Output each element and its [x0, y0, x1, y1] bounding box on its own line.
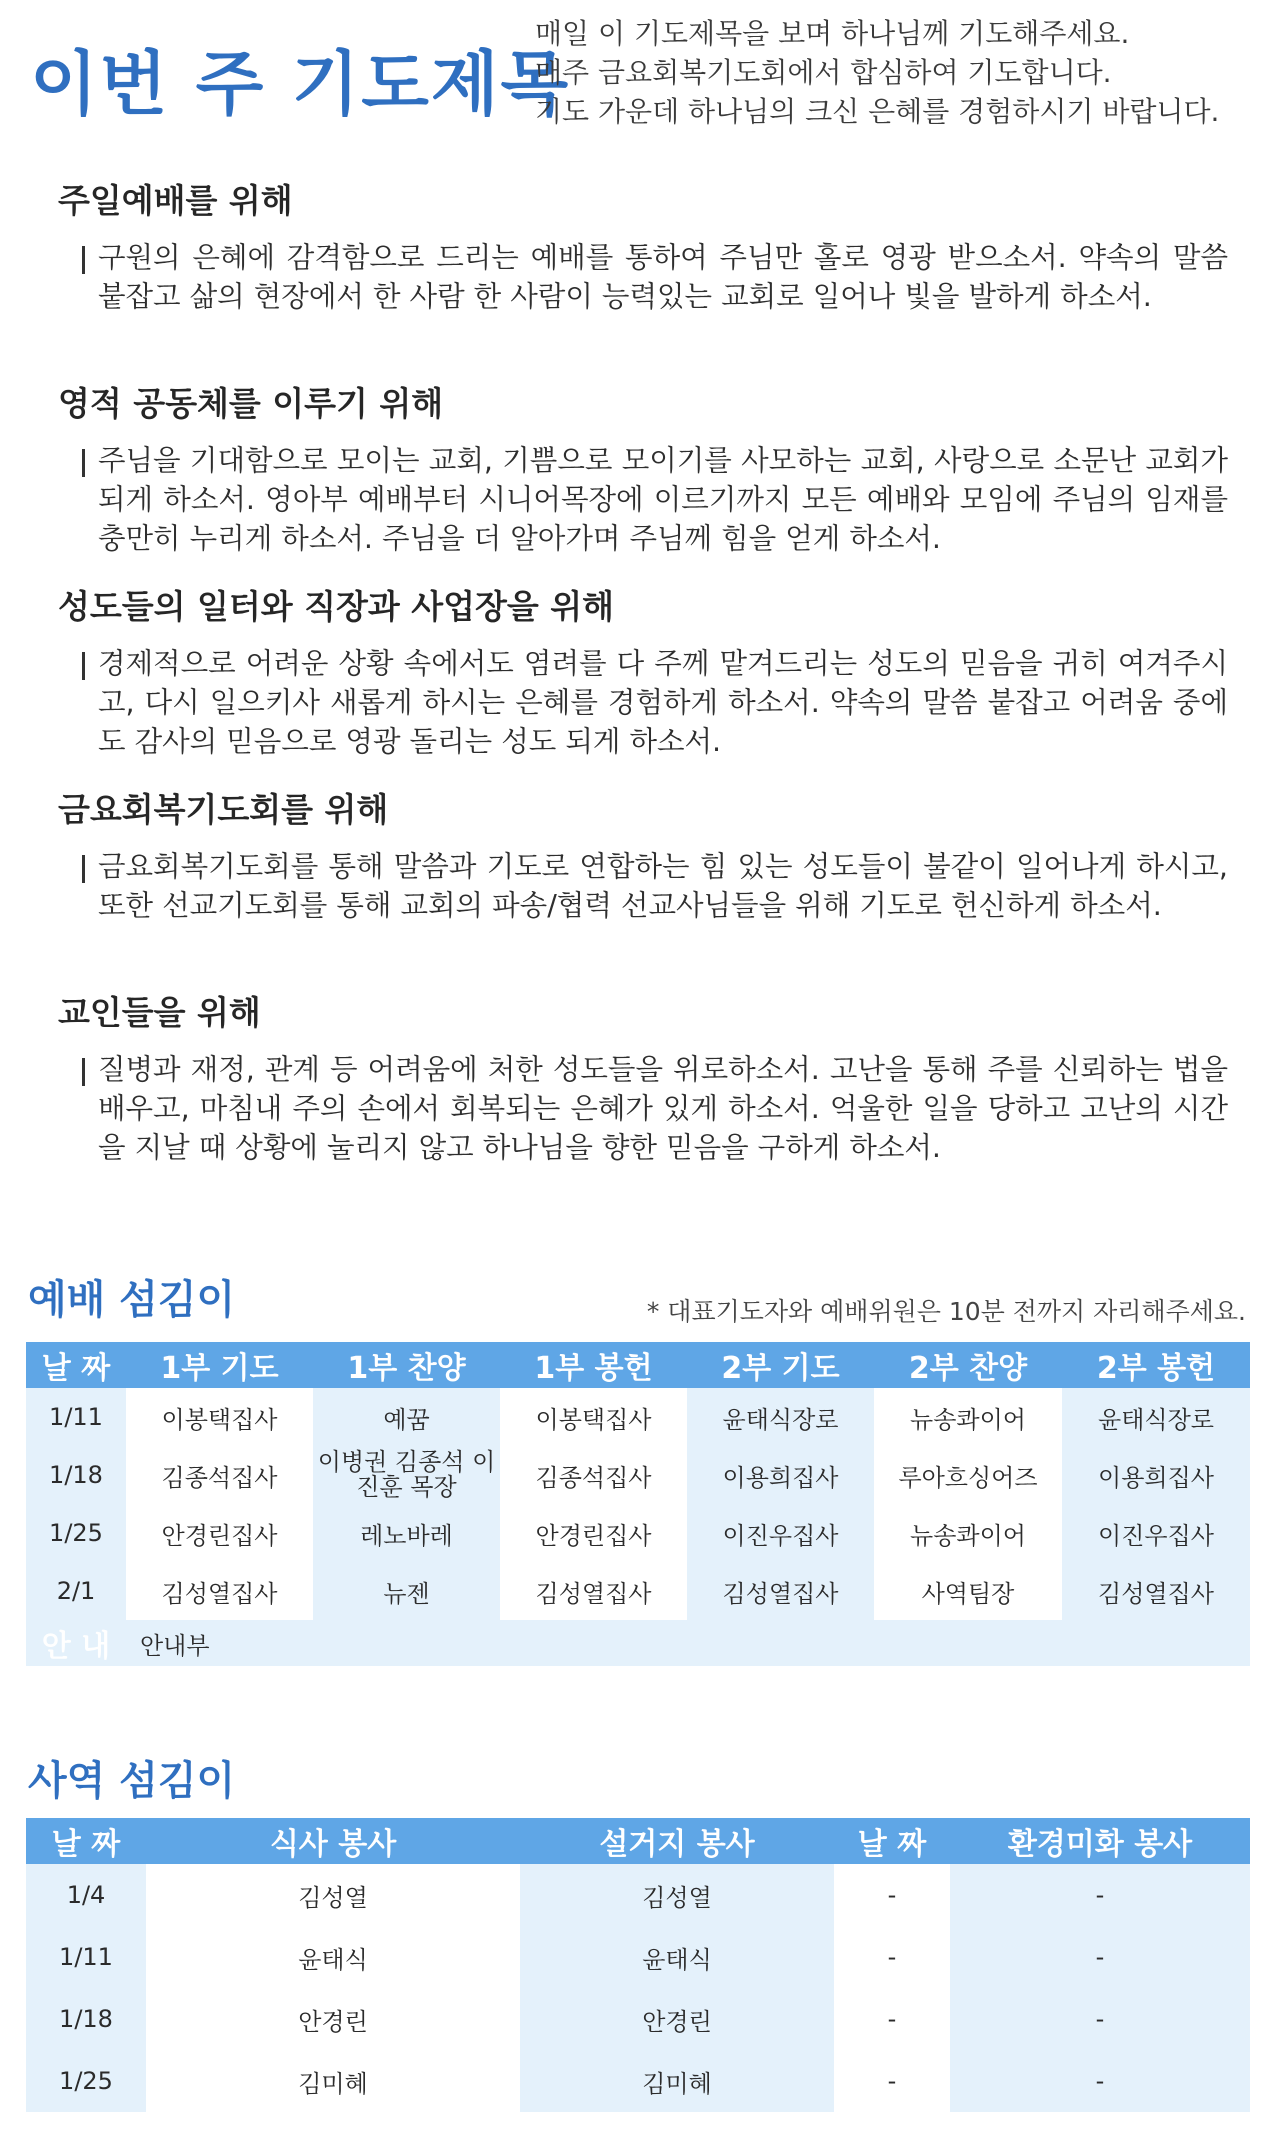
prayer-body: 경제적으로 어려운 상황 속에서도 염려를 다 주께 맡겨드리는 성도의 믿음을 귀히 여겨주시고, 다시 일으키사 새롭게 하시는 은혜를 경험하게 하소서. 약속의 말씀 붙잡고 어려움 중에도 감사의 믿음으로 영광 돌리는 성도 되게 하소서. — [58, 644, 1228, 761]
worship-table — [26, 1342, 1250, 1666]
table-cell: 레노바레 — [313, 1504, 500, 1562]
table-cell: 루아흐싱어즈 — [874, 1446, 1062, 1504]
prayer-body: 금요회복기도회를 통해 말씀과 기도로 연합하는 힘 있는 성도들이 불같이 일어나게 하시고, 또한 선교기도회를 통해 교회의 파송/협력 선교사님들을 위해 기도로 헌신하게 하소서. — [58, 847, 1228, 964]
table-cell: 이용희집사 — [687, 1446, 874, 1504]
prayer-item — [58, 787, 1228, 964]
intro-line: 매주 금요회복기도회에서 합심하여 기도합니다. — [535, 56, 1112, 89]
table-cell: 이봉택집사 — [126, 1388, 313, 1446]
table-cell: 이용희집사 — [1062, 1446, 1250, 1504]
table-cell: 1/18 — [26, 1446, 126, 1504]
prayer-item — [58, 381, 1228, 558]
table-header-row — [26, 1818, 1250, 1864]
prayer-body: 주님을 기대함으로 모이는 교회, 기쁨으로 모이기를 사모하는 교회, 사랑으로 소문난 교회가 되게 하소서. 영아부 예배부터 시니어목장에 이르기까지 모든 예배와 모임에 주님의 임재를 충만히 누리게 하소서. 주님을 더 알아가며 주님께 힘을 얻게 하소서. — [58, 441, 1228, 558]
intro-line: 매일 이 기도제목을 보며 하나님께 기도해주세요. — [535, 17, 1130, 50]
table-cell: 1/25 — [26, 1504, 126, 1562]
table-cell: - — [950, 1988, 1250, 2050]
ministry-table — [26, 1818, 1250, 2112]
column-header: 날 짜 — [834, 1818, 950, 1864]
table-cell: 안경린집사 — [126, 1504, 313, 1562]
table-cell: 윤태식장로 — [687, 1388, 874, 1446]
table-cell: 김종석집사 — [126, 1446, 313, 1504]
table-cell: 1/4 — [26, 1864, 146, 1926]
prayer-heading: 성도들의 일터와 직장과 사업장을 위해 — [58, 587, 615, 626]
table-cell: 김미혜 — [520, 2050, 834, 2112]
table-cell: 안경린 — [520, 1988, 834, 2050]
table-cell: 김성열집사 — [687, 1562, 874, 1620]
table-cell: 김종석집사 — [500, 1446, 687, 1504]
table-row — [26, 1446, 1250, 1504]
prayer-list — [58, 178, 1228, 1193]
table-cell: 이봉택집사 — [500, 1388, 687, 1446]
column-header: 식사 봉사 — [146, 1818, 520, 1864]
table-cell: - — [950, 1864, 1250, 1926]
page-header — [30, 14, 1250, 134]
table-row — [26, 1988, 1250, 2050]
prayer-body: 질병과 재정, 관계 등 어려움에 처한 성도들을 위로하소서. 고난을 통해 주를 신뢰하는 법을 배우고, 마침내 주의 손에서 회복되는 은혜가 있게 하소서. 억울한 일을 당하고 고난의 시간을 지날 때 상황에 눌리지 않고 하나님을 향한 믿음을 구하게 하소서. — [58, 1050, 1228, 1167]
worship-note: * 대표기도자와 예배위원은 10분 전까지 자리해주세요. — [646, 1297, 1246, 1326]
table-row — [26, 1504, 1250, 1562]
table-cell: 1/11 — [26, 1388, 126, 1446]
table-row — [26, 2050, 1250, 2112]
worship-section-title: 예배 섬김이 — [28, 1277, 236, 1323]
prayer-heading: 영적 공동체를 이루기 위해 — [58, 384, 444, 423]
table-cell: 이진우집사 — [1062, 1504, 1250, 1562]
column-header: 환경미화 봉사 — [950, 1818, 1250, 1864]
table-cell: 김미혜 — [146, 2050, 520, 2112]
column-header: 1부 봉헌 — [500, 1342, 687, 1388]
table-cell: 김성열집사 — [1062, 1562, 1250, 1620]
table-cell: 김성열집사 — [500, 1562, 687, 1620]
table-cell: 뉴송콰이어 — [874, 1388, 1062, 1446]
table-row — [26, 1388, 1250, 1446]
table-cell: - — [950, 2050, 1250, 2112]
table-cell: 예꿈 — [313, 1388, 500, 1446]
prayer-item — [58, 584, 1228, 761]
table-cell: 윤태식 — [146, 1926, 520, 1988]
ministry-section-title: 사역 섬김이 — [28, 1758, 236, 1804]
column-header: 날 짜 — [26, 1342, 126, 1388]
table-cell: - — [834, 1926, 950, 1988]
info-label: 안 내 — [26, 1620, 126, 1666]
table-cell: 이병권 김종석 이진훈 목장 — [313, 1446, 500, 1504]
table-row — [26, 1926, 1250, 1988]
table-cell: 뉴젠 — [313, 1562, 500, 1620]
column-header: 설거지 봉사 — [520, 1818, 834, 1864]
prayer-heading: 금요회복기도회를 위해 — [58, 790, 389, 829]
prayer-heading: 주일예배를 위해 — [58, 181, 293, 220]
table-cell: - — [834, 1988, 950, 2050]
prayer-heading: 교인들을 위해 — [58, 993, 261, 1032]
prayer-item — [58, 178, 1228, 355]
table-cell: 1/18 — [26, 1988, 146, 2050]
column-header: 2부 찬양 — [874, 1342, 1062, 1388]
table-cell: 윤태식장로 — [1062, 1388, 1250, 1446]
column-header: 1부 찬양 — [313, 1342, 500, 1388]
table-cell: 사역팀장 — [874, 1562, 1062, 1620]
prayer-item — [58, 990, 1228, 1167]
table-cell: 김성열집사 — [126, 1562, 313, 1620]
table-cell: 김성열 — [520, 1864, 834, 1926]
table-cell: 안경린집사 — [500, 1504, 687, 1562]
table-cell: - — [834, 2050, 950, 2112]
prayer-body: 구원의 은혜에 감격함으로 드리는 예배를 통하여 주님만 홀로 영광 받으소서. 약속의 말씀 붙잡고 삶의 현장에서 한 사람 한 사람이 능력있는 교회로 일어나 빛을 발하게 하소서. — [58, 238, 1228, 355]
table-header-row — [26, 1342, 1250, 1388]
column-header: 날 짜 — [26, 1818, 146, 1864]
table-cell: 안경린 — [146, 1988, 520, 2050]
table-row — [26, 1562, 1250, 1620]
column-header: 2부 기도 — [687, 1342, 874, 1388]
table-cell: 1/11 — [26, 1926, 146, 1988]
page-title: 이번 주 기도제목 — [30, 43, 571, 125]
table-cell: 이진우집사 — [687, 1504, 874, 1562]
table-cell: - — [834, 1864, 950, 1926]
table-cell: 1/25 — [26, 2050, 146, 2112]
column-header: 1부 기도 — [126, 1342, 313, 1388]
table-cell: 윤태식 — [520, 1926, 834, 1988]
table-cell: 뉴송콰이어 — [874, 1504, 1062, 1562]
table-cell: - — [950, 1926, 1250, 1988]
table-cell: 김성열 — [146, 1864, 520, 1926]
column-header: 2부 봉헌 — [1062, 1342, 1250, 1388]
intro-line: 기도 가운데 하나님의 크신 은혜를 경험하시기 바랍니다. — [535, 95, 1220, 128]
table-row — [26, 1864, 1250, 1926]
table-cell: 2/1 — [26, 1562, 126, 1620]
header-intro — [535, 14, 1275, 131]
info-value: 안내부 — [126, 1620, 1250, 1666]
info-row — [26, 1620, 1250, 1666]
